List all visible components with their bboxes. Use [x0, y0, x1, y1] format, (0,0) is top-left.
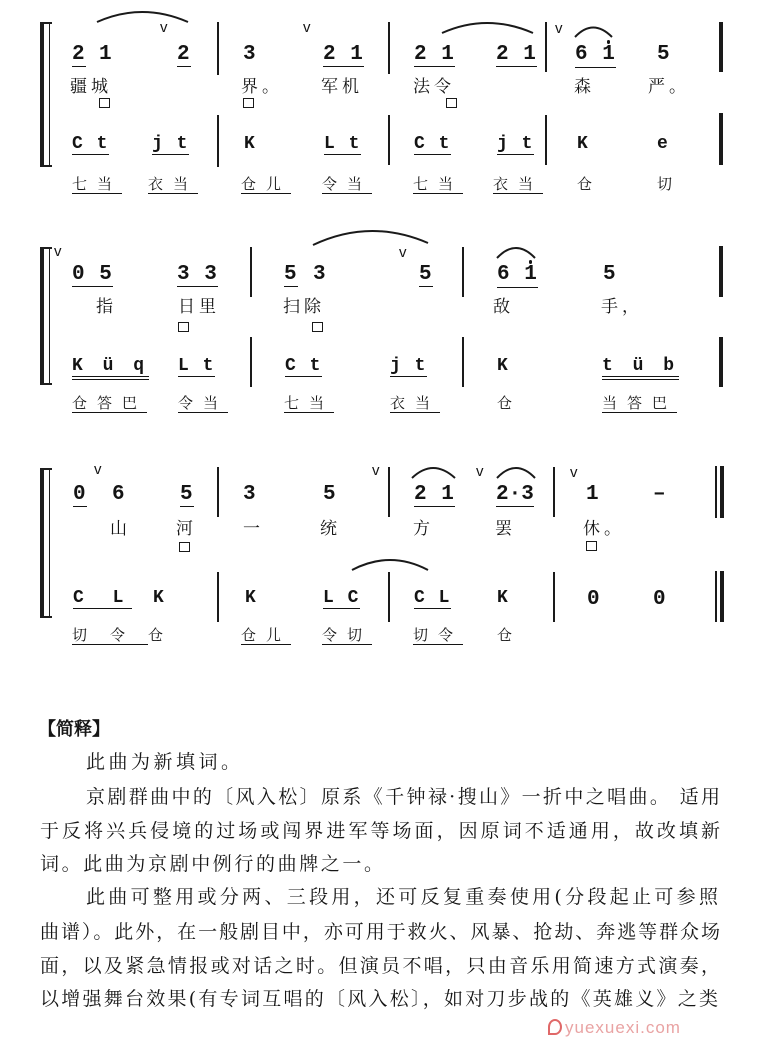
barline: [217, 572, 219, 622]
note-group: 2 1: [496, 43, 537, 66]
high-octave-dot-icon: [529, 260, 533, 264]
system-bracket: [40, 468, 50, 618]
percussion-rest: 0: [587, 588, 601, 611]
note-group: 2 1: [414, 483, 455, 506]
note: 3: [243, 43, 257, 66]
final-barline-thick: [720, 571, 724, 622]
percussion-rest: 0: [653, 588, 667, 611]
melisma-box-icon: [586, 541, 597, 551]
melisma-box-icon: [99, 98, 110, 108]
barline: [388, 115, 390, 165]
high-octave-dot-icon: [607, 40, 611, 44]
note: 2: [177, 43, 191, 66]
breath-mark: v: [303, 19, 311, 36]
percussion-syllable: 仓: [577, 175, 603, 193]
percussion-note: j t: [497, 134, 534, 154]
annotation-heading: 【简释】: [38, 719, 110, 740]
annotation-line: 面，以及紧急情报或对话之时。但演员不唱，只由音乐用简速方式演奏，: [40, 955, 720, 977]
percussion-note: C t: [72, 134, 109, 154]
annotation-line: 京剧群曲中的〔风入松〕原系《千钟禄·搜山》一折中之唱曲。 适用: [86, 786, 720, 808]
lyric: 扫除: [283, 297, 325, 317]
system-bracket: [40, 247, 50, 385]
percussion-syllable: 仓: [497, 626, 523, 644]
percussion-note: K ü q: [72, 357, 149, 380]
barline: [719, 113, 723, 165]
lyric: 河: [176, 519, 197, 539]
barline: [388, 467, 390, 517]
slur: [497, 248, 535, 258]
percussion-note: C L: [73, 588, 133, 608]
lyric: 界。: [241, 77, 283, 97]
note: 5: [603, 263, 617, 286]
note: 5: [323, 483, 337, 506]
barline: [250, 337, 252, 387]
breath-mark: v: [476, 463, 484, 480]
lyric: 疆城: [70, 77, 112, 97]
final-barline-thin: [715, 466, 717, 518]
barline: [462, 337, 464, 387]
percussion-note: K: [577, 134, 590, 154]
percussion-syllable: 七当: [72, 175, 123, 193]
barline: [250, 247, 252, 297]
note: 2: [72, 43, 86, 66]
lyric: 指: [96, 297, 117, 317]
breath-mark: v: [372, 462, 380, 479]
barline: [719, 246, 723, 297]
percussion-syllable: 当答巴: [602, 394, 678, 412]
percussion-syllable: 衣当: [390, 394, 441, 412]
note: 0: [73, 483, 87, 506]
slur: [97, 12, 188, 22]
barline: [217, 22, 219, 75]
percussion-note: K: [244, 134, 257, 154]
slur: [352, 560, 428, 570]
percussion-note: L t: [178, 356, 215, 376]
slur: [313, 231, 428, 245]
breath-mark: v: [399, 244, 407, 261]
percussion-note: C t: [414, 134, 451, 154]
percussion-note: j t: [390, 356, 427, 376]
note-group: 2 1: [323, 43, 364, 66]
barline: [719, 337, 723, 387]
lyric: 严。: [648, 77, 690, 97]
percussion-syllable: 仓: [497, 394, 523, 412]
barline: [553, 572, 555, 622]
note-group: 6 1: [575, 43, 616, 66]
barline: [462, 247, 464, 297]
note: 1: [99, 43, 113, 66]
percussion-note: K: [497, 356, 510, 376]
percussion-note: L t: [324, 134, 361, 154]
note: 1: [586, 483, 600, 506]
percussion-note: C L: [414, 588, 451, 608]
barline: [388, 22, 390, 74]
note: 5: [180, 483, 194, 506]
note-group: 3 3: [177, 263, 218, 286]
lyric: 休。: [583, 519, 625, 539]
note: 5: [284, 263, 298, 286]
barline: [545, 22, 547, 72]
note: 3: [243, 483, 257, 506]
note-group-high-octave: [497, 264, 538, 285]
percussion-syllable: 令切: [322, 626, 373, 644]
percussion-syllable: 切令: [72, 626, 149, 644]
breath-mark: v: [160, 19, 168, 36]
note-group: 6 1: [497, 263, 538, 286]
note: 5: [419, 263, 433, 286]
slur: [442, 23, 533, 33]
percussion-note: L C: [323, 588, 360, 608]
lyric: 山: [110, 519, 131, 539]
lyric: 法令: [413, 77, 455, 97]
melisma-box-icon: [312, 322, 323, 332]
percussion-syllable: 仓: [148, 626, 174, 644]
percussion-syllable: 令当: [322, 175, 373, 193]
percussion-note: j t: [152, 134, 189, 154]
annotation-line: 于反将兴兵侵境的过场或闯界进军等场面，因原词不适通用，故改填新: [40, 820, 720, 842]
breath-mark: v: [570, 464, 578, 481]
site-watermark: [548, 1018, 681, 1038]
note-group-dotted: 2·3: [496, 483, 534, 506]
lyric: 日里: [178, 297, 220, 317]
melisma-box-icon: [243, 98, 254, 108]
barline: [719, 22, 723, 72]
percussion-syllable: 衣当: [493, 175, 544, 193]
watermark-logo-icon: [548, 1019, 562, 1035]
percussion-note: C t: [285, 356, 322, 376]
percussion-note: K: [245, 588, 258, 608]
breath-mark: v: [54, 243, 62, 260]
watermark-text: yuexuexi.com: [565, 1018, 681, 1037]
melisma-box-icon: [446, 98, 457, 108]
percussion-syllable: 仓答巴: [72, 394, 148, 412]
barline: [388, 572, 390, 622]
barline: [553, 467, 555, 517]
slur: [575, 28, 612, 38]
percussion-note: e: [657, 134, 670, 154]
lyric: 敌: [493, 297, 514, 317]
lyric: 森: [574, 77, 595, 97]
system-bracket: [40, 22, 50, 167]
note-group: 0 5: [72, 263, 113, 286]
annotation-line: 以增强舞台效果(有专词互唱的〔风入松〕，如对刀步战的《英雄义》之类: [40, 988, 718, 1010]
note-group-high-octave: [575, 44, 616, 65]
annotation-line: 此曲可整用或分两、三段用，还可反复重奏使用(分段起止可参照: [86, 886, 718, 908]
final-barline-thin: [715, 571, 717, 622]
percussion-syllable: 令当: [178, 394, 229, 412]
note: 6: [112, 483, 126, 506]
slur: [497, 468, 535, 478]
lyric: 统: [320, 519, 341, 539]
breath-mark: v: [555, 20, 563, 37]
percussion-syllable: 衣当: [148, 175, 199, 193]
percussion-syllable: 七当: [284, 394, 335, 412]
slur: [412, 468, 455, 478]
barline: [217, 115, 219, 167]
barline: [545, 115, 547, 165]
percussion-note: K: [497, 588, 510, 608]
annotation-line: 词。此曲为京剧中例行的曲牌之一。: [40, 853, 386, 875]
lyric: 罢: [495, 519, 516, 539]
lyric: 方: [413, 519, 434, 539]
percussion-syllable: 切令: [413, 626, 464, 644]
percussion-note: K: [153, 588, 166, 608]
percussion-syllable: 七当: [413, 175, 464, 193]
lyric: 一: [243, 519, 264, 539]
melisma-box-icon: [179, 542, 190, 552]
annotation-line: 此曲为新填词。: [86, 751, 244, 773]
percussion-syllable: 切: [657, 175, 683, 193]
annotation-line: 曲谱）。此外，在一般剧目中，亦可用于救火、风暴、抢劫、奔逃等群众场: [40, 921, 720, 943]
barline: [217, 467, 219, 517]
breath-mark: v: [94, 461, 102, 478]
note-group: 2 1: [414, 43, 455, 66]
lyric: 手，: [601, 297, 643, 317]
lyric: 军机: [321, 77, 363, 97]
percussion-syllable: 仓儿: [241, 175, 292, 193]
extension-dash: –: [653, 483, 667, 506]
final-barline-thick: [720, 466, 724, 518]
note: 3: [313, 263, 327, 286]
melisma-box-icon: [178, 322, 189, 332]
percussion-note: t ü b: [602, 357, 679, 380]
percussion-syllable: 仓儿: [241, 626, 292, 644]
note: 5: [657, 43, 671, 66]
